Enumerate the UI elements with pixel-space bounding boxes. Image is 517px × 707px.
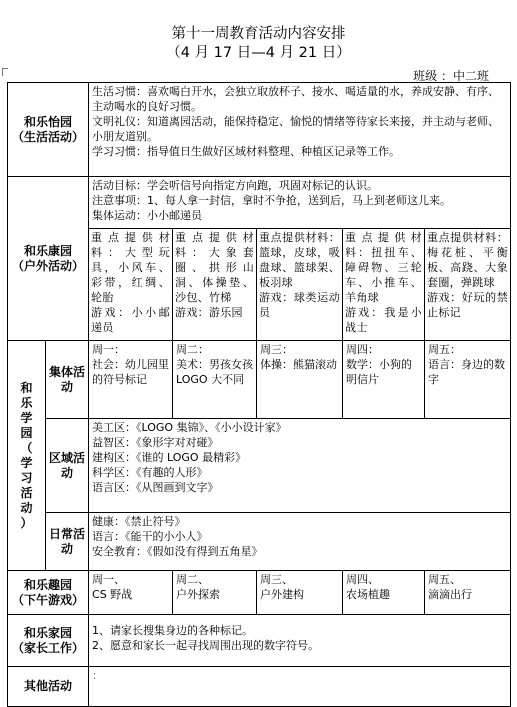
material-game: 游戏：好玩的禁止标记 (427, 291, 509, 319)
material-text: 重点提供材料：大型玩具，小风车、彩带，红绸、轮胎 (91, 231, 171, 304)
fun-day-cell (257, 571, 343, 615)
learning-char: 习 (20, 470, 33, 485)
section-fun-name: 和乐趣园 (24, 577, 73, 592)
day-label: 周二、 (176, 573, 210, 586)
area-item: 益智区：《象形字对对碰》 (92, 436, 219, 449)
day-content: 美术：男孩女孩 LOGO 大不同 (176, 358, 254, 386)
collective-day-cell (257, 341, 343, 419)
life-study-text: 学习习惯：指导值日生做好区域材料整理、种植区记录等工作。 (92, 145, 401, 158)
day-content: 户外建构 (260, 588, 305, 601)
day-label: 周五、 (428, 573, 462, 586)
section-family-name: 和乐家园 (24, 625, 73, 640)
family-item: 2、愿意和家长一起寻找周围出现的数字符号。 (92, 639, 320, 652)
table-anchor-mark (2, 68, 8, 76)
day-content: CS 野战 (92, 588, 133, 601)
document-title: 第十一周教育活动内容安排 (171, 26, 346, 42)
health-content (89, 177, 511, 229)
fun-day-cell (425, 571, 511, 615)
material-text: 重点提供材料：大象套圈、拱形山洞、体操垫、沙包、竹梯 (175, 231, 255, 304)
material-cell (89, 229, 173, 341)
learning-char: （ (20, 440, 33, 455)
material-game: 游戏：游乐园 (175, 306, 243, 319)
section-fun-label (8, 571, 89, 615)
section-health-name: 和乐康园 (24, 243, 73, 258)
day-content: 体操：熊猫滚动 (260, 358, 338, 371)
learning-char: 学 (20, 455, 33, 470)
area-item: 科学区：《有趣的人形》 (92, 466, 208, 479)
learning-char: 动 (20, 500, 33, 515)
daily-label: 日常活动 (46, 513, 89, 571)
fun-day-cell (173, 571, 257, 615)
area-label: 区域活动 (46, 419, 89, 513)
other-content: ： (89, 667, 511, 707)
daily-item: 安全教育：《假如没有得到五角星》 (92, 545, 263, 558)
schedule-table (7, 82, 511, 707)
daily-content (89, 513, 511, 571)
day-label: 周五： (428, 343, 462, 356)
collective-day-cell (343, 341, 425, 419)
life-content (89, 83, 511, 177)
day-content: 社会：幼儿园里的符号标记 (92, 358, 170, 386)
collective-day-cell (425, 341, 511, 419)
day-content: 滴滴出行 (428, 588, 473, 601)
learning-char: 活 (20, 485, 33, 500)
collective-day-cell (173, 341, 257, 419)
area-item: 美工区：《LOGO 集锦》、《小小设计家》 (92, 421, 287, 434)
fun-day-cell (89, 571, 173, 615)
area-content (89, 419, 511, 513)
row-fun (8, 571, 511, 615)
area-item: 语言区：《从图画到文字》 (92, 481, 219, 494)
material-text: 重点提供材料：篮球，皮球，吸盘球、篮球架、板羽球 (259, 231, 341, 289)
daily-item: 健康：《禁止符号》 (92, 515, 186, 528)
fun-day-cell (343, 571, 425, 615)
day-label: 周四、 (346, 573, 380, 586)
material-text: 重点提供材料：扭扭车、障碍物、三轮车、小推车、羊角球 (345, 231, 423, 304)
class-label: 班级 ：中二班 (413, 69, 489, 83)
day-content: 数学：小狗的明信片 (346, 358, 413, 386)
row-learning-area (8, 419, 511, 513)
row-family (8, 615, 511, 667)
material-game: 游戏：球类运动员 (259, 291, 341, 319)
collective-label: 集体活动 (46, 341, 89, 419)
material-cell (343, 229, 425, 341)
day-content: 户外探索 (176, 588, 221, 601)
material-cell (425, 229, 511, 341)
material-text: 重点提供材料：梅花桩、平衡板、高跷、大象套圈，弹跳球 (427, 231, 509, 289)
section-fun-sub: （下午游戏） (12, 592, 85, 607)
row-learning-daily (8, 513, 511, 571)
day-content: 语言：身边的数字 (428, 358, 506, 386)
day-label: 周一： (92, 343, 126, 356)
life-habit-text: 生活习惯：喜欢喝白开水，会独立取放杯子、接水、喝适量的水，养成安静、有序、主动喝水的良好习惯。 (92, 85, 500, 113)
learning-char: 乐 (20, 395, 33, 410)
learning-char: 和 (20, 380, 33, 395)
section-health-label (8, 177, 89, 341)
row-health-goal (8, 177, 511, 229)
health-goal-text: 活动目标：学会听信号向指定方向跑，巩固对标记的认识。 (92, 179, 379, 192)
day-label: 周一、 (92, 573, 126, 586)
row-life (8, 83, 511, 177)
health-group-text: 集体运动：小小邮递员 (92, 209, 203, 222)
day-label: 周四： (346, 343, 380, 356)
family-item: 1、请家长搜集身边的各种标记。 (92, 624, 254, 637)
learning-char: ） (20, 515, 33, 530)
section-family-sub: （家长工作） (12, 640, 85, 655)
section-life-name: 和乐怡园 (24, 114, 73, 129)
collective-day-cell (89, 341, 173, 419)
daily-item: 语言：《能干的小小人》 (92, 530, 208, 543)
row-learning-collective (8, 341, 511, 419)
life-etiquette-text: 文明礼仪：知道离园活动，能保持稳定、愉悦的情绪等待家长来接，并主动与老师、小朋友道别。 (92, 115, 500, 143)
family-content (89, 615, 511, 667)
date-range: （4 月 17 日—4 月 21 日） (166, 45, 351, 61)
section-family-label (8, 615, 89, 667)
material-game: 游戏：小小邮递员 (91, 306, 171, 334)
material-game: 游戏：我是小战士 (345, 306, 423, 334)
day-content: 农场植趣 (346, 588, 391, 601)
material-cell (257, 229, 343, 341)
section-life-label (8, 83, 89, 177)
day-label: 周三： (260, 343, 294, 356)
area-item: 建构区：《谁的 LOGO 最精彩》 (92, 451, 247, 464)
health-notes-text: 注意事项：1、每人拿一封信，拿时不争抢，送到后，马上到老师这儿来。 (92, 194, 452, 207)
section-health-sub: （户外活动） (12, 258, 85, 273)
learning-char: 学 (20, 410, 33, 425)
section-life-sub: （生活活动） (12, 129, 85, 144)
day-label: 周二： (176, 343, 210, 356)
row-other (8, 667, 511, 707)
section-learning-label (8, 341, 46, 571)
learning-char: 园 (20, 425, 33, 440)
day-label: 周三、 (260, 573, 294, 586)
section-other-label: 其他活动 (8, 667, 89, 707)
material-cell (173, 229, 257, 341)
